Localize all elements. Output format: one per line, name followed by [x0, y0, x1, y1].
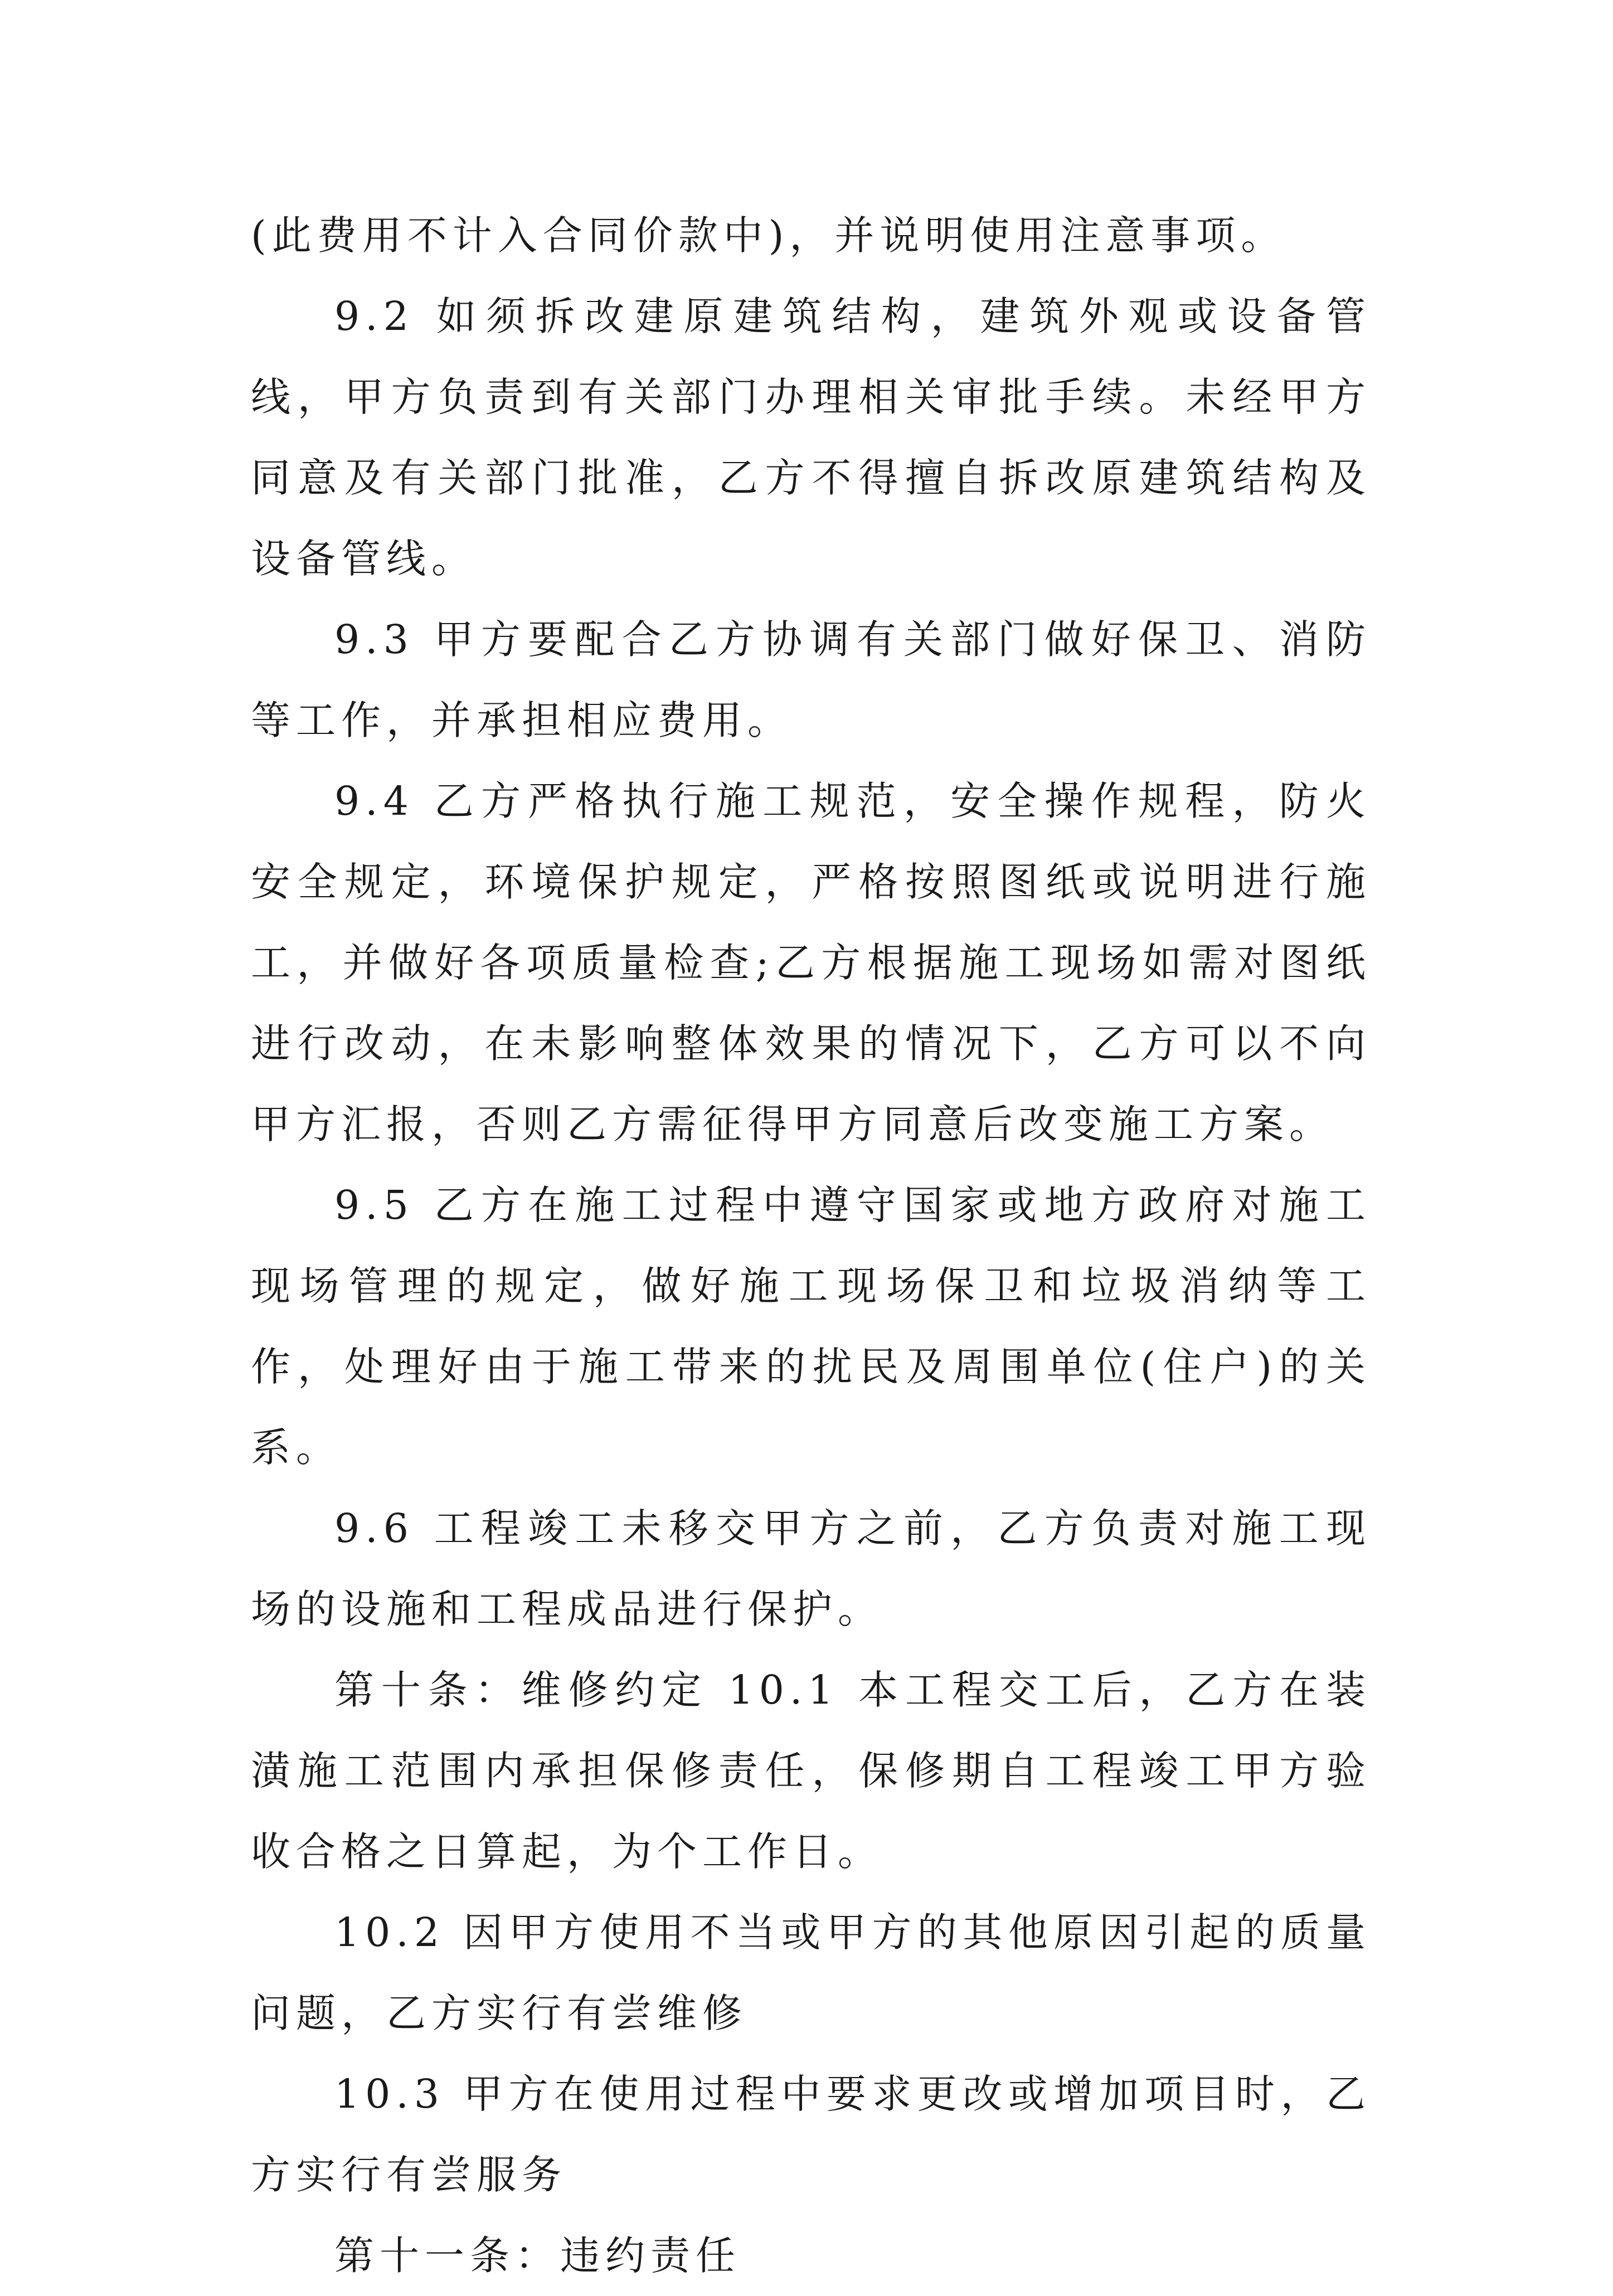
paragraph-9-3: 9.3 甲方要配合乙方协调有关部门做好保卫、消防等工作，并承担相应费用。: [251, 616, 1371, 743]
document-body: [251, 195, 1371, 2296]
paragraph-10-3: 10.3 甲方在使用过程中要求更改或增加项目时，乙方实行有尝服务: [251, 2071, 1371, 2198]
paragraph-9-6: 9.6 工程竣工未移交甲方之前，乙方负责对施工现场的设施和工程成品进行保护。: [251, 1505, 1371, 1632]
paragraph-fee-note: (此费用不计入合同价款中)，并说明使用注意事项。: [251, 212, 1286, 259]
paragraph-9-5: 9.5 乙方在施工过程中遵守国家或地方政府对施工现场管理的规定，做好施工现场保卫和垃圾消纳等工作，处理好由于施工带来的扰民及周围单位(住户)的关系。: [251, 1182, 1371, 1471]
paragraph-9-2: 9.2 如须拆改建原建筑结构，建筑外观或设备管线，甲方负责到有关部门办理相关审批手续。未经甲方同意及有关部门批准，乙方不得擅自拆改原建筑结构及设备管线。: [251, 293, 1371, 582]
paragraph-10-2: 10.2 因甲方使用不当或甲方的其他原因引起的质量问题，乙方实行有尝维修: [251, 1909, 1371, 2036]
paragraph-9-4: 9.4 乙方严格执行施工规范，安全操作规程，防火安全规定，环境保护规定，严格按照图纸或说明进行施工，并做好各项质量检查;乙方根据施工现场如需对图纸进行改动，在未影响整体效果的情况下，乙方可以不向甲方汇报，否则乙方需征得甲方同意后改变施工方案。: [251, 778, 1371, 1147]
paragraph-article-11-heading: 第十一条：违约责任: [334, 2232, 741, 2279]
paragraph-article-10: 第十条：维修约定 10.1 本工程交工后，乙方在装潢施工范围内承担保修责任，保修期自工程竣工甲方验收合格之日算起，为个工作日。: [251, 1667, 1371, 1875]
